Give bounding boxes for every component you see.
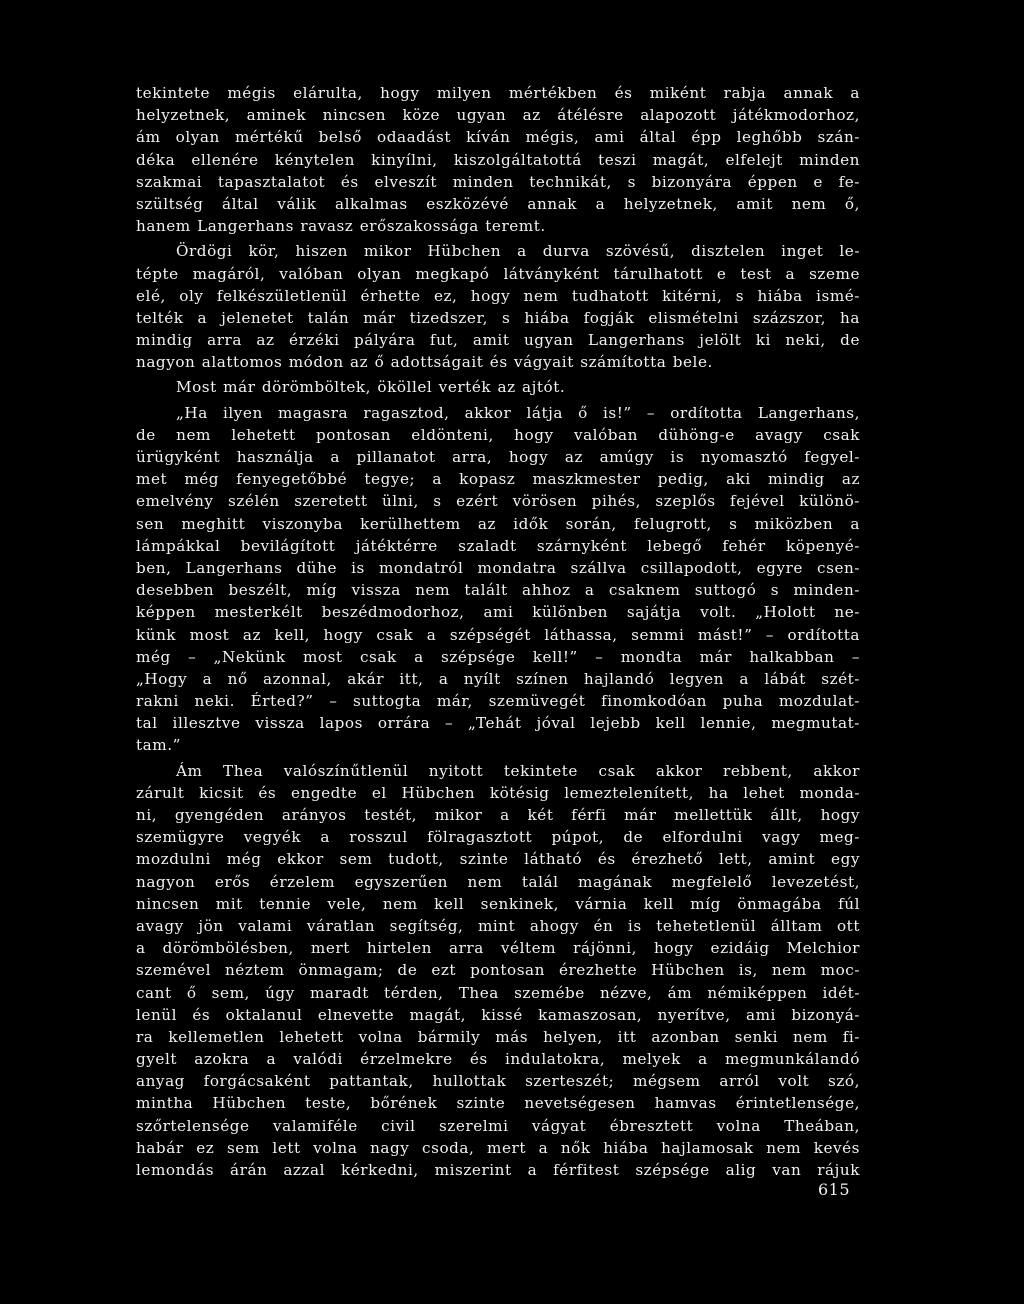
text-line: ni, gyengéden arányos testét, mikor a két férfi már mellettük állt, hogy — [136, 806, 860, 824]
text-line: met még fenyegetőbbé tegye; a kopasz maszkmester pedig, aki mindig az — [136, 470, 860, 489]
page-number: 615 — [818, 1180, 851, 1199]
text-line: szőrtelensége valamiféle civil szerelmi vágyat ébresztett volna Theában, — [136, 1116, 860, 1135]
text-line: nincsen mit tennie vele, nem kell senkinek, várnia kell míg önmagába fúl — [136, 894, 860, 913]
text-line: ám olyan mértékű belső odaadást kíván mégis, ami által épp leghőbb szán- — [136, 128, 860, 147]
body-text — [136, 82, 860, 1181]
text-line: még – „Nekünk most csak a szépsége kell!” – mondta már halkabban – — [136, 647, 860, 666]
text-line: ben, Langerhans dühe is mondatról mondatra szállva csillapodott, egyre csen- — [136, 558, 860, 577]
text-line: sen meghitt viszonyba kerülhettem az idők során, felugrott, s miközben a — [136, 514, 860, 533]
text-line: lenül és oktalanul elnevette magát, kissé kamaszosan, nyerítve, ami bizonyá- — [136, 1005, 860, 1024]
text-line: „Hogy a nő azonnal, akár itt, a nyílt színen hajlandó legyen a lábát szét- — [136, 669, 860, 688]
text-line: tam.” — [136, 736, 181, 755]
text-line: cant ő sem, úgy maradt térden, Thea szemébe nézve, ám némiképpen idét- — [136, 983, 860, 1002]
text-line: mintha Hübchen teste, bőrének szinte nevetségesen hamvas érintetlensége, — [136, 1094, 860, 1113]
text-line: gyelt azokra a valódi érzelmekre és indulatokra, melyek a megmunkálandó — [136, 1050, 860, 1069]
text-line: szemügyre vegyék a rosszul fölragasztott púpot, de elfordulni vagy meg- — [136, 828, 860, 847]
text-line: képpen mesterkélt beszédmodorhoz, ami különben sajátja volt. „Holott ne- — [136, 603, 860, 622]
text-line: zárult kicsit és engedte el Hübchen kötésig lemeztelenített, ha lehet monda- — [136, 783, 860, 802]
text-line: a dörömbölésben, mert hirtelen arra véltem rájönni, hogy ezidáig Melchior — [136, 939, 860, 958]
text-line: elé, oly felkészületlenül érhette ez, hogy nem tudhatott kitérni, s hiába ismé- — [136, 286, 860, 305]
text-line: szültség által válik alkalmas eszközévé annak a helyzetnek, amit nem ő, — [136, 194, 860, 213]
text-line: mozdulni még ekkor sem tudott, szinte látható és érezhető lett, amint egy — [136, 850, 860, 869]
text-line: emelvény szélén szeretett ülni, s ezért vörösen pihés, szeplős fejével különö- — [136, 492, 860, 511]
text-line: künk most az kell, hogy csak a szépségét láthassa, semmi mást!” – ordította — [136, 625, 860, 644]
text-line: Ördögi kör, hiszen mikor Hübchen a durva szövésű, disztelen inget le- — [176, 242, 860, 261]
text-line: lámpákkal bevilágított játéktérre szaladt szárnyként lebegő fehér köpenyé- — [136, 536, 860, 555]
text-line: nagyon alattomos módon az ő adottságait és vágyait számította bele. — [136, 353, 713, 372]
text-line: Most már dörömböltek, ököllel verték az ajtót. — [176, 378, 566, 397]
text-line: szemével néztem önmagam; de ezt pontosan érezhette Hübchen is, nem moc- — [136, 961, 860, 980]
text-line: desebben beszélt, míg vissza nem talált ahhoz a csaknem suttogó s minden- — [136, 581, 860, 600]
text-line: avagy jön valami váratlan segítség, mint ahogy én is tehetetlenül álltam ott — [136, 916, 860, 935]
text-line: Ám Thea valószínűtlenül nyitott tekintete csak akkor rebbent, akkor — [176, 761, 860, 780]
text-line: tal illesztve vissza lapos orrára – „Tehát jóval lejebb kell lennie, megmutat- — [136, 714, 860, 733]
text-line: rakni neki. Érted?” – suttogta már, szemüvegét finomkodóan puha mozdulat- — [136, 692, 860, 711]
text-line: de nem lehetett pontosan eldönteni, hogy valóban dühöng-e avagy csak — [136, 425, 860, 444]
text-line: ra kellemetlen lehetett volna bármily más helyen, itt azonban senki nem fi- — [136, 1027, 860, 1046]
text-line: helyzetnek, aminek nincsen köze ugyan az átélésre alapozott játékmodorhoz, — [136, 106, 860, 125]
text-line: lemondás árán azzal kérkedni, miszerint a férfitest szépsége alig van rájuk — [136, 1161, 860, 1179]
text-line: tekintete mégis elárulta, hogy milyen mértékben és miként rabja annak a — [136, 84, 860, 102]
text-line: tépte magáról, valóban olyan megkapó látványként tárulhatott e test a szeme — [136, 264, 860, 283]
text-line: déka ellenére kénytelen kinyílni, kiszolgáltatottá teszi magát, elfelejt minden — [136, 150, 860, 169]
text-line: habár ez sem lett volna nagy csoda, mert a nők hiába hajlamosak nem kevés — [136, 1138, 860, 1157]
text-line: mindig arra az érzéki pályára fut, amit ugyan Langerhans jelölt ki neki, de — [136, 331, 860, 350]
text-line: ürügyként használja a pillanatot arra, hogy az amúgy is nyomasztó fegyel- — [136, 448, 860, 466]
text-line: nagyon erős érzelem egyszerűen nem talál magának megfelelő levezetést, — [136, 872, 860, 891]
text-line: „Ha ilyen magasra ragasztod, akkor látja ő is!” – ordította Langerhans, — [176, 403, 860, 422]
text-line: telték a jelenetet talán már tizedszer, s hiába fogják elismételni százszor, ha — [136, 308, 860, 327]
text-line: szakmai tapasztalatot és elveszít minden technikát, s bizonyára éppen e fe- — [136, 172, 860, 191]
text-line: anyag forgácsaként pattantak, hullottak szerteszét; mégsem arról volt szó, — [136, 1072, 860, 1091]
text-line: hanem Langerhans ravasz erőszakossága teremt. — [136, 217, 546, 236]
